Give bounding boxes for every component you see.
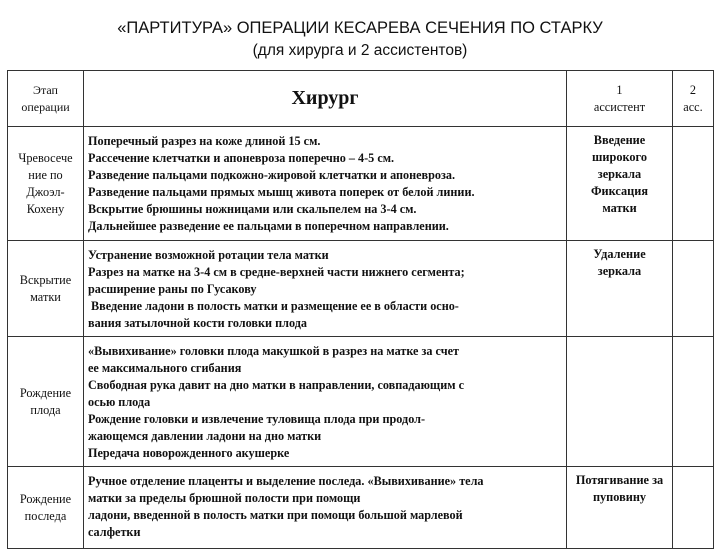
surgeon-line: Передача новорожденного акушерке xyxy=(88,446,290,460)
row-surgeon-actions xyxy=(84,127,567,241)
header-assistant1 xyxy=(567,71,673,127)
table-row xyxy=(8,241,714,337)
header-stage-line: операции xyxy=(21,99,70,114)
surgeon-line: Рассечение клетчатки и апоневроза поперечно – 4-5 см. xyxy=(88,151,395,165)
row-stage xyxy=(8,241,84,337)
page-subtitle: (для хирурга и 2 ассистентов) xyxy=(252,42,468,59)
row-stage xyxy=(8,127,84,241)
surgeon-line: Разведение пальцами подкожно-жировой клетчатки и апоневроза. xyxy=(88,168,456,182)
surgeon-line: ее максимального сгибания xyxy=(88,361,242,375)
surgeon-line: Дальнейшее разведение ее пальцами в поперечном направлении. xyxy=(88,219,449,233)
header-assistant1-line: ассистент xyxy=(593,99,646,114)
surgeon-line: матки за пределы брюшной полости при помощи xyxy=(88,491,361,505)
operation-score-table xyxy=(7,70,714,549)
surgeon-line: расширение раны по Гусакову xyxy=(88,282,257,296)
assistant1-line: зеркала xyxy=(597,264,642,278)
table-row xyxy=(8,127,714,241)
surgeon-line: жающемся давлении ладони на дно матки xyxy=(88,429,322,443)
assistant1-line: Введение xyxy=(593,133,646,147)
surgeon-line: Устранение возможной ротации тела матки xyxy=(88,248,329,262)
surgeon-line: Ручное отделение плаценты и выделение последа. «Вывихивание» тела xyxy=(88,474,484,488)
stage-line: Вскрытие xyxy=(19,272,72,287)
stage-line: Рождение xyxy=(19,491,72,506)
row-assistant1-actions xyxy=(567,127,673,241)
stage-line: плода xyxy=(30,402,61,417)
surgeon-line: Разрез на матке на 3-4 см в средне-верхней части нижнего сегмента; xyxy=(88,265,465,279)
row-surgeon-actions xyxy=(84,337,567,467)
stage-line: Джоэл- xyxy=(26,184,65,199)
row-assistant1-actions xyxy=(567,241,673,337)
surgeon-line: Рождение головки и извлечение туловища плода при продол- xyxy=(88,412,426,426)
stage-line: ние по xyxy=(28,167,63,182)
row-stage xyxy=(8,467,84,549)
header-surgeon: Хирург xyxy=(84,71,567,127)
surgeon-line: Введение ладони в полость матки и размещение ее в области осно- xyxy=(88,299,459,313)
surgeon-line: «Вывихивание» головки плода макушкой в разрез на матке за счет xyxy=(88,344,459,358)
header-assistant2-line: 2 xyxy=(689,82,697,97)
surgeon-line: Разведение пальцами прямых мышц живота поперек от белой линии. xyxy=(88,185,475,199)
stage-line: Чревосече xyxy=(18,150,73,165)
row-assistant2-actions xyxy=(673,127,714,241)
row-assistant1-actions xyxy=(567,337,673,467)
stage-line: Кохену xyxy=(26,201,65,216)
header-stage xyxy=(8,71,84,127)
table-header-row xyxy=(8,71,714,127)
surgeon-line: Вскрытие брюшины ножницами или скальпелем на 3-4 см. xyxy=(88,202,417,216)
row-surgeon-actions xyxy=(84,241,567,337)
table-row xyxy=(8,337,714,467)
page-title: «ПАРТИТУРА» ОПЕРАЦИИ КЕСАРЕВА СЕЧЕНИЯ ПО СТАРКУ xyxy=(117,19,603,37)
assistant1-line: широкого xyxy=(592,150,647,164)
assistant1-line: Удаление xyxy=(593,247,646,261)
row-assistant2-actions xyxy=(673,241,714,337)
stage-line: последа xyxy=(24,508,67,523)
assistant1-line: Потягивание за xyxy=(575,473,664,487)
row-surgeon-actions xyxy=(84,467,567,549)
stage-line: матки xyxy=(30,289,61,304)
header-assistant1-line: 1 xyxy=(616,82,623,97)
surgeon-line: вания затылочной кости головки плода xyxy=(88,316,307,330)
header-assistant2 xyxy=(673,71,714,127)
surgeon-line: осью плода xyxy=(88,395,151,409)
row-assistant2-actions xyxy=(673,467,714,549)
row-assistant2-actions xyxy=(673,337,714,467)
assistant1-line: зеркала xyxy=(597,167,642,181)
assistant1-line: Фиксация xyxy=(590,184,648,198)
row-stage xyxy=(8,337,84,467)
row-assistant1-actions xyxy=(567,467,673,549)
surgeon-line: Свободная рука давит на дно матки в направлении, совпадающим с xyxy=(88,378,464,392)
surgeon-line: Поперечный разрез на коже длиной 15 см. xyxy=(88,134,321,148)
stage-line: Рождение xyxy=(19,385,72,400)
header-stage-line: Этап xyxy=(33,82,58,97)
assistant1-line: матки xyxy=(602,201,637,215)
surgeon-line: салфетки xyxy=(88,525,141,539)
assistant1-line: пуповину xyxy=(592,490,647,504)
table-row xyxy=(8,467,714,549)
surgeon-line: ладони, введенной в полость матки при помощи большой марлевой xyxy=(88,508,463,522)
header-assistant2-line: асс. xyxy=(683,99,703,114)
